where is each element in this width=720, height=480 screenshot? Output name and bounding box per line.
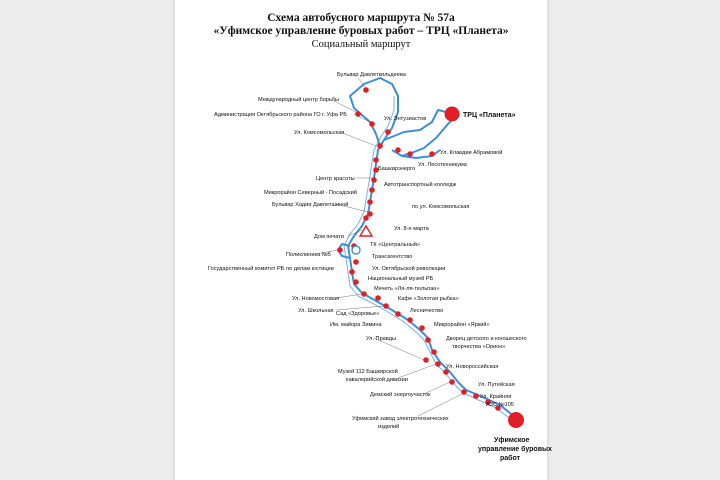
stop-label: Им. майора Зимина: [330, 322, 382, 328]
stop-label: Международный центр борьбы: [258, 97, 340, 103]
stop-label: Ул. Клавдии Абрамовой: [440, 150, 503, 156]
terminal-uubr-marker: [508, 412, 524, 428]
stop-marker: [407, 317, 413, 323]
stop-marker: [337, 247, 343, 253]
transfer-node-icon: [352, 246, 360, 254]
stop-label: Ул. Октябрьской революции: [372, 266, 446, 272]
stop-marker: [361, 291, 367, 297]
stop-label: Ул. Правды: [366, 336, 396, 342]
stop-marker: [375, 295, 381, 301]
terminal-label-planeta: ТРЦ «Планета»: [463, 112, 516, 119]
stop-labels: [208, 72, 552, 462]
stop-label: Музей 112 Башкирской: [338, 369, 398, 375]
stop-label: Ул. Школьная: [298, 308, 334, 314]
terminal-label-uubr: Уфимское: [494, 437, 530, 444]
stop-marker: [443, 369, 449, 375]
stop-label: Ул. Новороссийская: [446, 364, 499, 370]
stop-marker: [425, 337, 431, 343]
stop-label: Администрация Октябрьского района ГО г. Уфа РБ: [214, 112, 347, 118]
stop-label: Лесничество: [410, 308, 444, 314]
stop-marker: [431, 349, 437, 355]
stop-label: Трансагентство: [372, 254, 413, 260]
map-subtitle: «Уфимское управление буровых работ – ТРЦ «Планета»: [213, 25, 509, 37]
stop-label: Бульвар Давлеткильдеева: [337, 72, 406, 78]
stop-marker: [367, 199, 373, 205]
stop-marker: [385, 129, 391, 135]
stop-label: Ул. Комсомольская: [294, 130, 345, 136]
stop-label: Ул. 8-е марта: [394, 226, 429, 232]
stop-label: Ул. Путейская: [478, 382, 515, 388]
stop-marker: [395, 147, 401, 153]
stop-label: кавалерийской дивизии: [346, 377, 408, 383]
terminal-planeta-marker: [445, 107, 460, 122]
stop-label: Башкирэнерго: [378, 166, 416, 172]
stop-marker: [377, 143, 383, 149]
stop-label: Демский энергоучасток: [370, 392, 431, 398]
stop-marker: [363, 87, 369, 93]
stop-label: Дворец детского и юношеского: [446, 336, 527, 342]
stop-marker: [419, 325, 425, 331]
stop-label: Кафе «Золотая рыбка»: [398, 296, 459, 302]
stop-marker: [353, 259, 359, 265]
map-title: Схема автобусного маршрута № 57а: [267, 12, 455, 24]
stop-label: ТК «Центральный»: [370, 242, 420, 248]
stop-label: Ул. Энтузиастов: [384, 116, 427, 122]
stop-marker: [369, 187, 375, 193]
stop-marker: [407, 151, 413, 157]
stop-label: Поликлиника №5: [286, 252, 331, 258]
stop-label: Мечеть «Ля-ля-тюльпан»: [374, 286, 440, 292]
stop-label: по ул. Комсомольская: [412, 204, 470, 210]
stop-label: Микрорайон «Яркий»: [434, 322, 490, 328]
stop-label: изделий: [378, 424, 400, 430]
stop-marker: [395, 311, 401, 317]
stop-marker: [383, 303, 389, 309]
stop-marker: [429, 151, 435, 157]
stop-label: Бульвар Хадии Давлетшиной: [272, 202, 349, 208]
stop-marker: [373, 157, 379, 163]
stop-label: Ул. Новомостовая: [292, 296, 340, 302]
stop-label: Микрорайон Северный - Посадский: [264, 190, 357, 196]
stop-marker: [369, 121, 375, 127]
stop-marker: [473, 393, 479, 399]
route-type: Социальный маршрут: [311, 39, 411, 50]
stop-marker: [349, 269, 355, 275]
stop-marker: [367, 211, 373, 217]
stop-label: Центр красоты: [316, 176, 355, 182]
stop-marker: [423, 357, 429, 363]
stop-marker: [435, 361, 441, 367]
stop-label: творчества «Орион»: [452, 344, 506, 350]
stop-marker: [363, 215, 369, 221]
terminal-label-uubr: управление буровых: [478, 446, 552, 453]
stop-marker: [449, 379, 455, 385]
stop-marker: [461, 389, 467, 395]
stop-markers: [337, 87, 501, 411]
stop-marker: [353, 279, 359, 285]
stop-label: Уфимский завод электротехнических: [352, 416, 449, 422]
stop-label: Автотранспортный колледж: [384, 182, 457, 188]
stop-label: Ул. Лесотехникума: [418, 162, 467, 168]
terminal-label-uubr: работ: [500, 455, 521, 462]
stop-label: Национальный музей РБ: [368, 276, 434, 282]
stop-label: АЗС №105: [486, 402, 514, 408]
stop-label: Ул. Крайняя: [480, 394, 512, 400]
stop-label: Государственный комитет РБ по делам юстиции: [208, 266, 334, 272]
stop-label: Сад «Здоровье»: [336, 311, 380, 317]
stop-label: Дом печати: [314, 234, 344, 240]
